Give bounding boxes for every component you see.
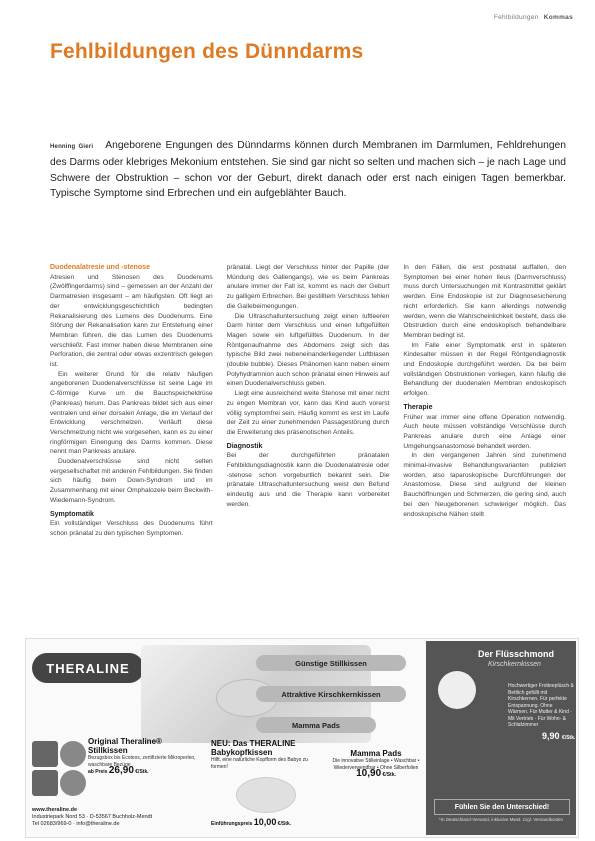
- price-unit: €/Stk.: [382, 772, 396, 778]
- promo-panel: [426, 641, 576, 835]
- price-unit: €/Stk.: [277, 821, 292, 827]
- price-value: 10,90: [356, 768, 382, 779]
- product-babykopfkissen: [211, 739, 311, 770]
- promo-text: Hochwertiger Frotteeplüsch & Bettlich gefüllt mit Kirschkernen. Für perfekte Entspannung. Ohne Wärmen. Für Mutter & Kind · Mit Vertrieb · Für Wohn- & Schlafzimmer: [508, 683, 574, 728]
- price-value: 10,00: [253, 817, 277, 827]
- feature-pill: Attraktive Kirschkernkissen: [256, 686, 406, 702]
- paragraph: Duodenalverschlüsse sind nicht selten vergesellschaftet mit anderen Fehlbildungen. Sie finden sich häufig beim Down-Syndrom und im Zusammenhang mit einer Omphalozele beim Beckwith-Wiedemann-Syndrom.: [50, 458, 213, 504]
- price-unit: €/Stk.: [562, 735, 576, 741]
- promo-price: [542, 731, 575, 741]
- pillow-image: [236, 777, 296, 813]
- article-lead: [50, 138, 566, 202]
- article-body: [50, 263, 566, 539]
- product-title: Original Theraline® Stillkissen: [88, 737, 162, 755]
- column-3: [403, 263, 566, 539]
- section-heading: Diagnostik: [226, 442, 263, 450]
- fine-print: *In Deutschland-Versand, inklusive Mwst. zzgl. Versandkosten: [438, 817, 564, 822]
- seal-icon: [32, 770, 58, 796]
- moon-pillow-icon: [438, 671, 476, 709]
- paragraph: Liegt eine ausreichend weite Stenose mit einer nicht zu engen Membran vor, kann das Kind auch vorerst völlig symptomfrei sein. Häufig kommt es erst im Laufe der Zeit zu einer zunehmenden Passagestörung durch die Erweiterung des präsenotischen Anteils.: [226, 390, 390, 436]
- product-text: Hilft, eine natürliche Kopfform des Babys zu formen!: [211, 757, 308, 770]
- seal-icon: [60, 770, 86, 796]
- lead-text: Angeborene Engungen des Dünndarms können durch Membranen im Darmlumen, Fehldrehungen des Darms oder klebriges Mekonium entstehen. Sie sind gar nicht so selten und machen sich – je nach Lage und Schwere der Obstruktion – schon vor der Geburt, direkt danach oder erst nach einigen Tagen bemerkbar. Typische Symptome sind Erbrechen und ein aufgeblähter Bauch.: [50, 140, 566, 200]
- price-prefix: ab Preis: [88, 769, 108, 775]
- column-2: [227, 263, 390, 539]
- paragraph: Ein weiterer Grund für die relativ häufigen angeborenen Duodenalverschlüsse ist seine Lage im C-förmige Kurve um die Bauchspeicheldrüse (Pankreas) herum. Das Pankreas bildet sich aus einer ventralen und einer dorsalen Anlage, die im Verlauf der Entwicklung verschmelzen. Verläuft diese Verschmelzung nicht wie vorgesehen, kann es zu einer ringförmigen Einengung des Darms kommen. Diese nennt man Pankreas anulare.: [50, 370, 213, 456]
- price-unit: €/Stk.: [135, 769, 149, 775]
- slogan: Fühlen Sie den Unterschied!: [434, 799, 570, 815]
- product-mamma-pads: [326, 749, 426, 779]
- address-line: Industriepark Nord 53 · D-53567 Buchholz-Mendt: [32, 814, 153, 820]
- author-name: Henning Gieri: [50, 144, 94, 150]
- product-text: Die innovative Stilleinlage • Waschbar • Wiederverwendbar • Ohne Silberfolien: [332, 758, 420, 771]
- quality-seals: [32, 741, 88, 797]
- seal-icon: [32, 741, 58, 767]
- product-stillkissen: [88, 737, 198, 776]
- advertisement: [25, 638, 579, 838]
- product-title: Mamma Pads: [350, 749, 402, 758]
- price-value: 9,90: [542, 731, 560, 741]
- website-link[interactable]: www.theraline.de: [32, 807, 78, 813]
- contact-line: Tel 02683/969-0 · info@theraline.de: [32, 821, 120, 827]
- paragraph: Atresien und Stenosen des Duodenums (Zwölffingerdarms) sind – gemessen an der Anzahl der Darmatresien insgesamt – am häufigsten. Oft liegt an der entwicklungsgeschichtlich bedingten Rekanalisierung des Lumens des Duodenums. Eine Störung der Rekanalisation kann zur Entstehung einer Membran führen, die das Lumen des Duodenums verschließt. Fast immer haben diese Membranen eine Perforation, die zentral oder etwas exzentrisch gelegen ist.: [50, 273, 213, 369]
- page-header: [494, 14, 573, 21]
- product-price: [326, 768, 426, 779]
- seal-icon: [60, 741, 86, 767]
- paragraph: In den vergangenen Jahren sind zunehmend minimal-invasive Behandlungsvarianten publiziert worden, also laparoskopische Durchführungen der Anastomose. Diese sind aufgrund der kleinen Bauchöffnungen und Schmerzen, die gering sind, auch bei den Neugeborenen schwieriger möglich. Das endoskopische Nähen stellt: [403, 452, 567, 518]
- intro-price: [211, 817, 291, 827]
- price-prefix: Einführungspreis: [211, 821, 253, 827]
- paragraph: Bei der durchgeführten pränatalen Fehlbildungsdiagnostik kann die Duodenalatresie oder -stenose schon vorgeburtlich bekannt sein. Die pränatale Ultraschalluntersuchung weist den Befund eindeutig aus und die Therapie kann vorbereitet werden.: [226, 452, 390, 508]
- feature-pill: Günstige Stillkissen: [256, 655, 406, 671]
- brand-logo: THERALINE: [32, 653, 144, 683]
- product-price: [88, 765, 198, 776]
- section-heading: Symptomatik: [50, 510, 94, 518]
- promo-subtitle: Kirschkernkissen: [488, 661, 541, 668]
- paragraph: Ein vollständiger Verschluss des Duodenums führt schon pränatal zu den typischen Symptomen.: [50, 520, 213, 537]
- product-text: Bezugsbox bis Ecotexs, zertifizierte Mikroperlen, waschbare Bezüge: [88, 755, 196, 768]
- header-section: Fehlbildungen: [493, 14, 539, 21]
- section-heading: Duodenalatresie und -stenose: [50, 264, 150, 271]
- price-value: 26,90: [108, 765, 134, 776]
- paragraph: In den Fällen, die erst postnatal auffallen, den Symptomen bei einer hohen Ileus (Darmverschluss) muss durch Untersuchungen mit Kontrastmittel geklärt werden. Eine Endoskopie ist zur Diagnosesicherung nicht erforderlich. Sie kann allerdings notwendig werden, wenn die Wahrscheinlichkeit besteht, dass die Obstruktion durch eine endoskopisch behandelbare Membran bedingt ist.: [403, 264, 567, 339]
- column-1: [50, 263, 213, 539]
- product-title: NEU: Das THERALINE Babykopfkissen: [211, 739, 296, 757]
- promo-title: Der Flüsschmond: [478, 649, 555, 659]
- article-title: Fehlbildungen des Dünndarms: [50, 40, 364, 63]
- header-category: Kommas: [543, 14, 573, 21]
- paragraph: Im Falle einer Symptomatik erst in späteren Kindesalter müssen in der Regel Röntgendiagnostik und Endoskopie durchgeführt werden. Da bei beim vollständigen Obstruktionen vorliegen, kann häufig die Behandlung der duodenalen Membran endoskopisch erfolgen.: [403, 341, 567, 398]
- ad-footer: [32, 807, 152, 828]
- section-heading: Therapie: [403, 403, 433, 411]
- paragraph: Die Ultraschalluntersuchung zeigt einen luftleeren Darm hinter dem Verschluss und einen luftgefüllten Magen sowie ein luftgefülltes Duodenum. In der Röntgenaufnahme des Abdomens zeigt sich das typische Bild zwei nebeneinanderliegender Luftblasen (double bubble). Dieses Phänomen kann neben einem Polyhydramnion auch schon pränatal einen Hinweis auf einen Duodenalverschluss geben.: [226, 312, 390, 388]
- paragraph: Früher war immer eine offene Operation notwendig. Auch heute müssen vollständige Verschlüsse durch Pankreas anulare durch eine Anlage einer Umgehungsanastomose behandelt werden.: [403, 413, 567, 450]
- feature-pill: Mamma Pads: [256, 717, 376, 733]
- paragraph: pränatal. Liegt der Verschluss hinter der Papille (der Mündung des Gallengangs), wie es beim Pankreas anulare immer der Fall ist, kommt es nach der Geburt zu galligem Erbrechen. Bei gestilltem Verschluss fehlen die Gallebeimengungen.: [226, 264, 390, 310]
